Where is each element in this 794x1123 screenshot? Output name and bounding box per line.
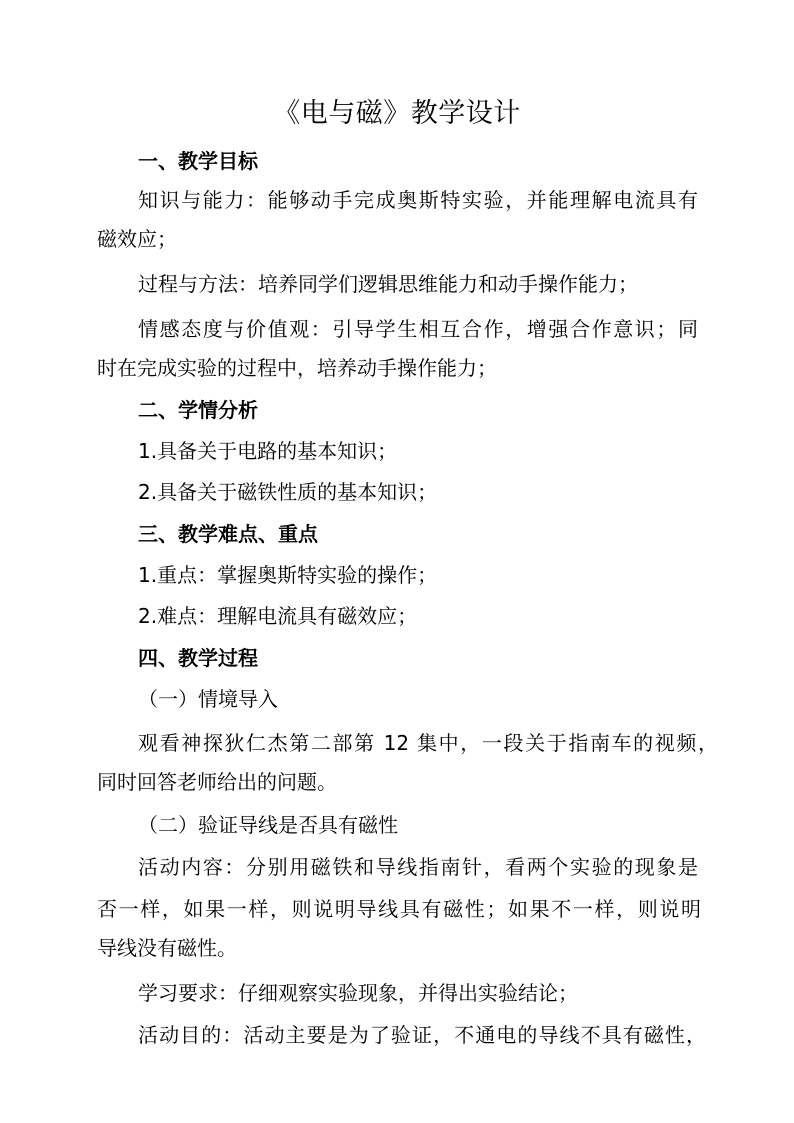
subsection-heading: （一）情境导入	[138, 687, 278, 711]
paragraph-line: 活动目的：活动主要是为了验证，不通电的导线不具有磁性，	[138, 1023, 706, 1047]
paragraph-line: 磁效应；	[97, 227, 177, 251]
section-heading-key-points: 三、教学难点、重点	[138, 522, 318, 546]
list-item: 1.重点：掌握奥斯特实验的操作；	[138, 563, 438, 587]
paragraph-line: 时在完成实验的过程中，培养动手操作能力；	[97, 356, 497, 380]
paragraph-line: 否一样，如果一样，则说明导线具有磁性；如果不一样，则说明	[97, 897, 701, 921]
paragraph-line: 导线没有磁性。	[97, 936, 237, 960]
paragraph-line: 知识与能力：能够动手完成奥斯特实验，并能理解电流具有	[138, 188, 698, 212]
section-heading-analysis: 二、学情分析	[138, 398, 258, 422]
subsection-heading: （二）验证导线是否具有磁性	[138, 813, 398, 837]
paragraph-line: 学习要求：仔细观察实验现象，并得出实验结论；	[138, 981, 578, 1005]
list-item: 2.具备关于磁铁性质的基本知识；	[138, 480, 438, 504]
paragraph-line: 同时回答老师给出的问题。	[97, 770, 337, 794]
document-title: 《电与磁》教学设计	[273, 98, 521, 129]
paragraph-line: 观看神探狄仁杰第二部第 12 集中，一段关于指南车的视频，	[138, 731, 718, 755]
paragraph-line: 过程与方法：培养同学们逻辑思维能力和动手操作能力；	[138, 272, 638, 296]
section-heading-process: 四、教学过程	[138, 646, 258, 670]
paragraph-line: 活动内容：分别用磁铁和导线指南针，看两个实验的现象是	[138, 855, 698, 879]
section-heading-objectives: 一、教学目标	[138, 149, 258, 173]
list-item: 2.难点：理解电流具有磁效应；	[138, 604, 418, 628]
paragraph-line: 情感态度与价值观：引导学生相互合作，增强合作意识；同	[138, 317, 698, 341]
list-item: 1.具备关于电路的基本知识；	[138, 439, 398, 463]
